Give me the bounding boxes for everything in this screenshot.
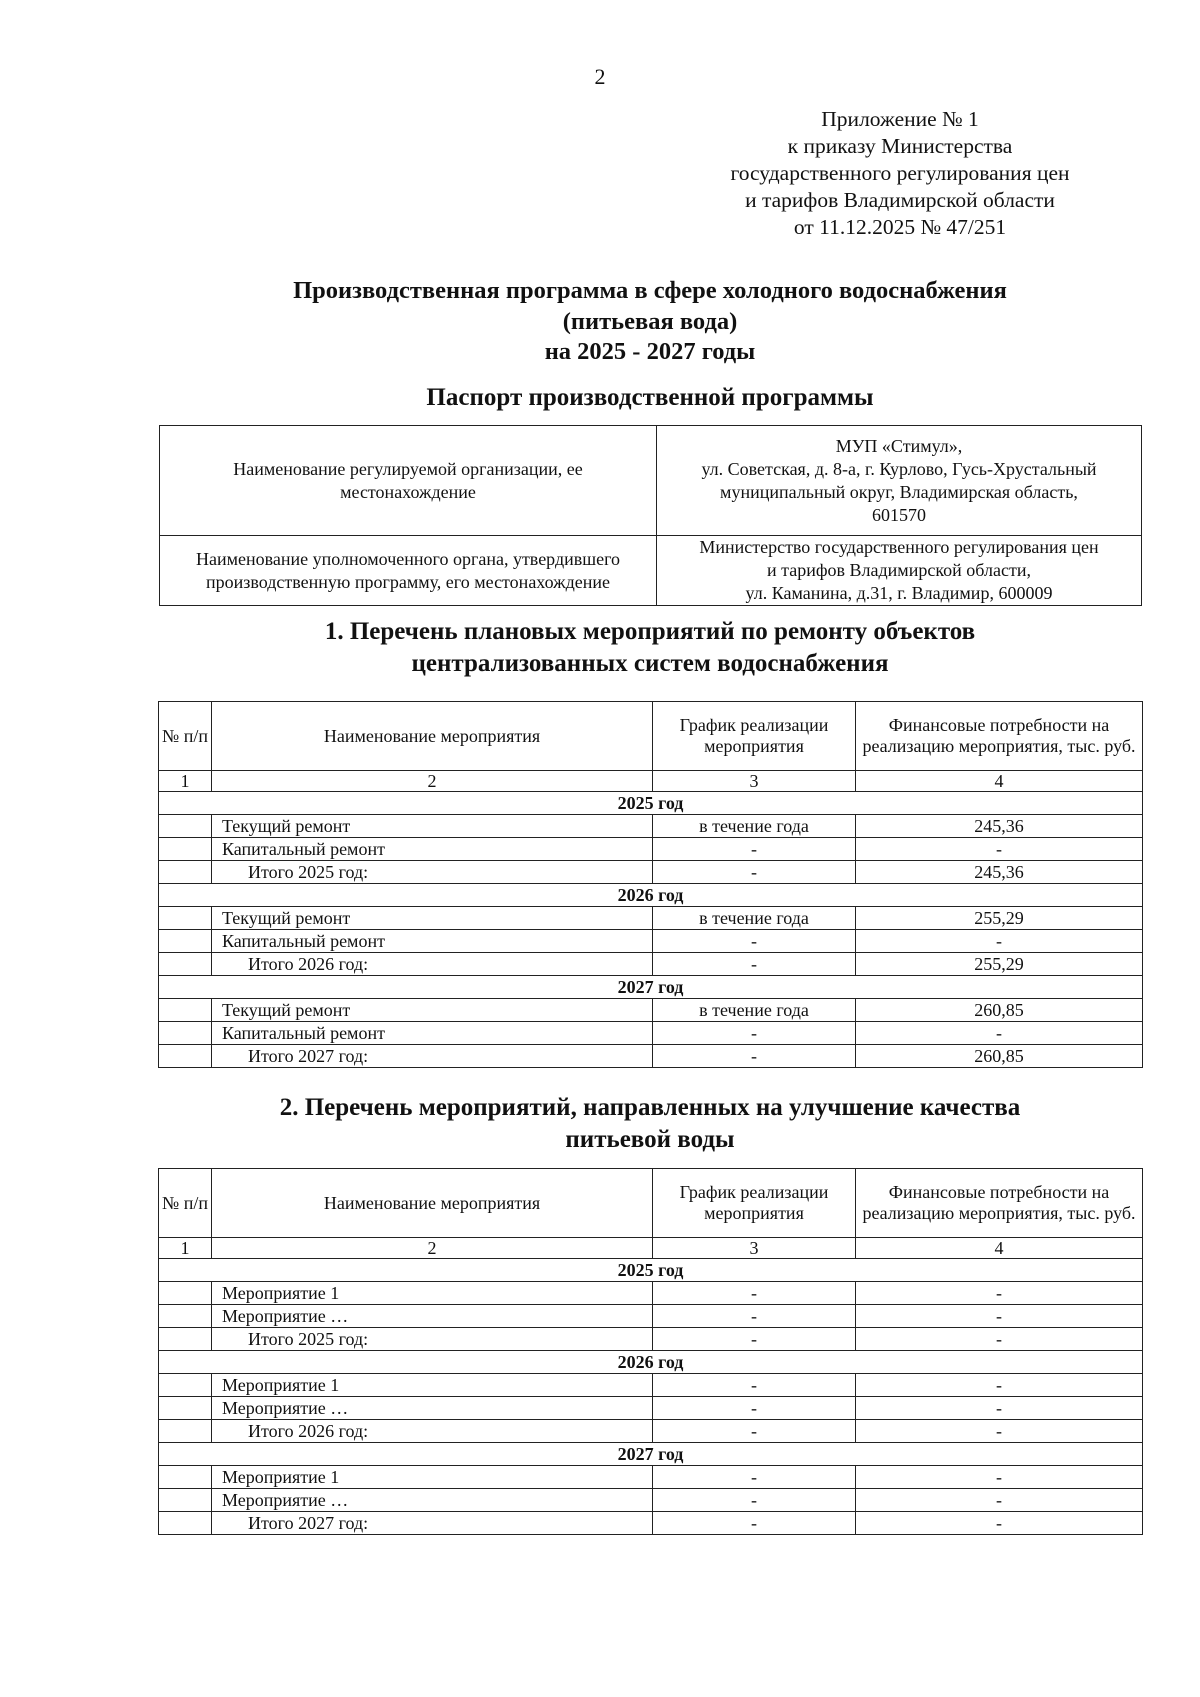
year-row <box>159 792 1143 815</box>
row-value: 245,36 <box>856 815 1143 838</box>
table-row <box>159 907 1143 930</box>
page-title <box>120 276 1180 368</box>
row-value: - <box>856 1305 1143 1328</box>
row-schedule: - <box>653 838 856 861</box>
column-number: 4 <box>856 771 1143 792</box>
passport-table <box>159 425 1142 606</box>
row-schedule: в течение года <box>653 999 856 1022</box>
table-row <box>159 999 1143 1022</box>
table-row <box>159 1282 1143 1305</box>
table-row <box>159 1374 1143 1397</box>
passport-value: Министерство государственного регулирования цен и тарифов Владимирской области, ул. Каманина, д.31, г. Владимир, 600009 <box>657 536 1142 606</box>
row-name: Мероприятие 1 <box>212 1466 653 1489</box>
table-row <box>159 953 1143 976</box>
row-value: - <box>856 1512 1143 1535</box>
column-number: 2 <box>212 771 653 792</box>
row-name: Мероприятие 1 <box>212 1282 653 1305</box>
header-name: Наименование мероприятия <box>212 1169 653 1238</box>
header-finance: Финансовые потребности на реализацию мероприятия, тыс. руб. <box>856 1169 1143 1238</box>
row-name: Текущий ремонт <box>212 907 653 930</box>
row-name: Мероприятие … <box>212 1489 653 1512</box>
column-number: 1 <box>159 771 212 792</box>
row-schedule: - <box>653 1397 856 1420</box>
row-value: 255,29 <box>856 953 1143 976</box>
year-row <box>159 1351 1143 1374</box>
year-row <box>159 976 1143 999</box>
row-name: Мероприятие … <box>212 1397 653 1420</box>
row-value: - <box>856 1282 1143 1305</box>
year-label: 2027 год <box>159 1443 1143 1466</box>
row-name: Текущий ремонт <box>212 815 653 838</box>
column-number: 3 <box>653 1238 856 1259</box>
row-name: Итого 2026 год: <box>212 953 653 976</box>
row-value: - <box>856 838 1143 861</box>
column-number-row <box>159 1238 1143 1259</box>
row-name: Итого 2026 год: <box>212 1420 653 1443</box>
row-schedule: - <box>653 1022 856 1045</box>
table-row <box>159 1420 1143 1443</box>
table-row <box>159 1397 1143 1420</box>
row-value: - <box>856 1022 1143 1045</box>
title-line: на 2025 - 2027 годы <box>544 338 756 365</box>
row-value: 255,29 <box>856 907 1143 930</box>
row-name: Итого 2025 год: <box>212 861 653 884</box>
year-label: 2027 год <box>159 976 1143 999</box>
passport-row <box>160 536 1142 606</box>
section1-title <box>130 616 1170 680</box>
row-schedule: - <box>653 1466 856 1489</box>
appendix-line: от 11.12.2025 № 47/251 <box>793 215 1007 239</box>
table-row <box>159 1305 1143 1328</box>
row-schedule: - <box>653 1420 856 1443</box>
row-name: Итого 2027 год: <box>212 1045 653 1068</box>
table-header-row <box>159 702 1143 771</box>
row-name: Текущий ремонт <box>212 999 653 1022</box>
table-row <box>159 1512 1143 1535</box>
row-schedule: - <box>653 861 856 884</box>
year-label: 2026 год <box>159 1351 1143 1374</box>
row-schedule: - <box>653 1328 856 1351</box>
row-schedule: - <box>653 930 856 953</box>
header-schedule: График реализации мероприятия <box>653 1169 856 1238</box>
row-schedule: - <box>653 1305 856 1328</box>
row-name: Капитальный ремонт <box>212 930 653 953</box>
row-value: 260,85 <box>856 1045 1143 1068</box>
column-number: 4 <box>856 1238 1143 1259</box>
table-row <box>159 1466 1143 1489</box>
appendix-block <box>640 106 1160 241</box>
table-row <box>159 838 1143 861</box>
header-num: № п/п <box>159 1169 212 1238</box>
table-row <box>159 1045 1143 1068</box>
row-value: - <box>856 1420 1143 1443</box>
header-num: № п/п <box>159 702 212 771</box>
table-row <box>159 1489 1143 1512</box>
year-label: 2025 год <box>159 792 1143 815</box>
table-row <box>159 815 1143 838</box>
row-schedule: - <box>653 1282 856 1305</box>
row-schedule: в течение года <box>653 907 856 930</box>
passport-value: МУП «Стимул», ул. Советская, д. 8-а, г. Курлово, Гусь-Хрустальный муниципальный округ, Владимирская область, 601570 <box>657 426 1142 536</box>
row-schedule: - <box>653 953 856 976</box>
year-label: 2025 год <box>159 1259 1143 1282</box>
appendix-line: и тарифов Владимирской области <box>745 188 1055 212</box>
header-schedule: График реализации мероприятия <box>653 702 856 771</box>
row-name: Капитальный ремонт <box>212 838 653 861</box>
row-name: Мероприятие … <box>212 1305 653 1328</box>
passport-row <box>160 426 1142 536</box>
row-value: - <box>856 1466 1143 1489</box>
repair-plan-table <box>158 701 1143 1068</box>
row-value: 260,85 <box>856 999 1143 1022</box>
row-name: Мероприятие 1 <box>212 1374 653 1397</box>
year-label: 2026 год <box>159 884 1143 907</box>
row-value: - <box>856 1397 1143 1420</box>
section-title-line: централизованных систем водоснабжения <box>411 650 889 677</box>
row-name: Итого 2027 год: <box>212 1512 653 1535</box>
title-line: Производственная программа в сфере холодного водоснабжения <box>293 277 1007 304</box>
row-schedule: в течение года <box>653 815 856 838</box>
section-title-line: питьевой воды <box>565 1126 735 1153</box>
section-title-line: 2. Перечень мероприятий, направленных на улучшение качества <box>279 1094 1021 1121</box>
row-name: Капитальный ремонт <box>212 1022 653 1045</box>
row-value: - <box>856 1374 1143 1397</box>
title-line: (питьевая вода) <box>562 307 738 335</box>
year-row <box>159 1443 1143 1466</box>
row-schedule: - <box>653 1045 856 1068</box>
year-row <box>159 884 1143 907</box>
header-finance: Финансовые потребности на реализацию мероприятия, тыс. руб. <box>856 702 1143 771</box>
header-name: Наименование мероприятия <box>212 702 653 771</box>
year-row <box>159 1259 1143 1282</box>
column-number-row <box>159 771 1143 792</box>
row-schedule: - <box>653 1489 856 1512</box>
row-schedule: - <box>653 1512 856 1535</box>
row-value: 245,36 <box>856 861 1143 884</box>
appendix-line: государственного регулирования цен <box>730 161 1070 185</box>
table-row <box>159 1022 1143 1045</box>
row-value: - <box>856 1328 1143 1351</box>
table-row <box>159 1328 1143 1351</box>
passport-label: Наименование уполномоченного органа, утвердившего производственную программу, его местонахождение <box>160 536 657 606</box>
row-schedule: - <box>653 1374 856 1397</box>
passport-title: Паспорт производственной программы <box>426 384 874 411</box>
table-row <box>159 930 1143 953</box>
column-number: 3 <box>653 771 856 792</box>
column-number: 1 <box>159 1238 212 1259</box>
row-value: - <box>856 1489 1143 1512</box>
section2-title <box>130 1092 1170 1156</box>
row-value: - <box>856 930 1143 953</box>
appendix-line: Приложение № 1 <box>821 107 979 131</box>
page-number: 2 <box>594 64 606 89</box>
column-number: 2 <box>212 1238 653 1259</box>
row-name: Итого 2025 год: <box>212 1328 653 1351</box>
water-quality-plan-table <box>158 1168 1143 1535</box>
table-header-row <box>159 1169 1143 1238</box>
appendix-line: к приказу Министерства <box>787 134 1013 158</box>
table-row <box>159 861 1143 884</box>
passport-label: Наименование регулируемой организации, ее местонахождение <box>160 426 657 536</box>
section-title-line: 1. Перечень плановых мероприятий по ремонту объектов <box>324 618 976 645</box>
